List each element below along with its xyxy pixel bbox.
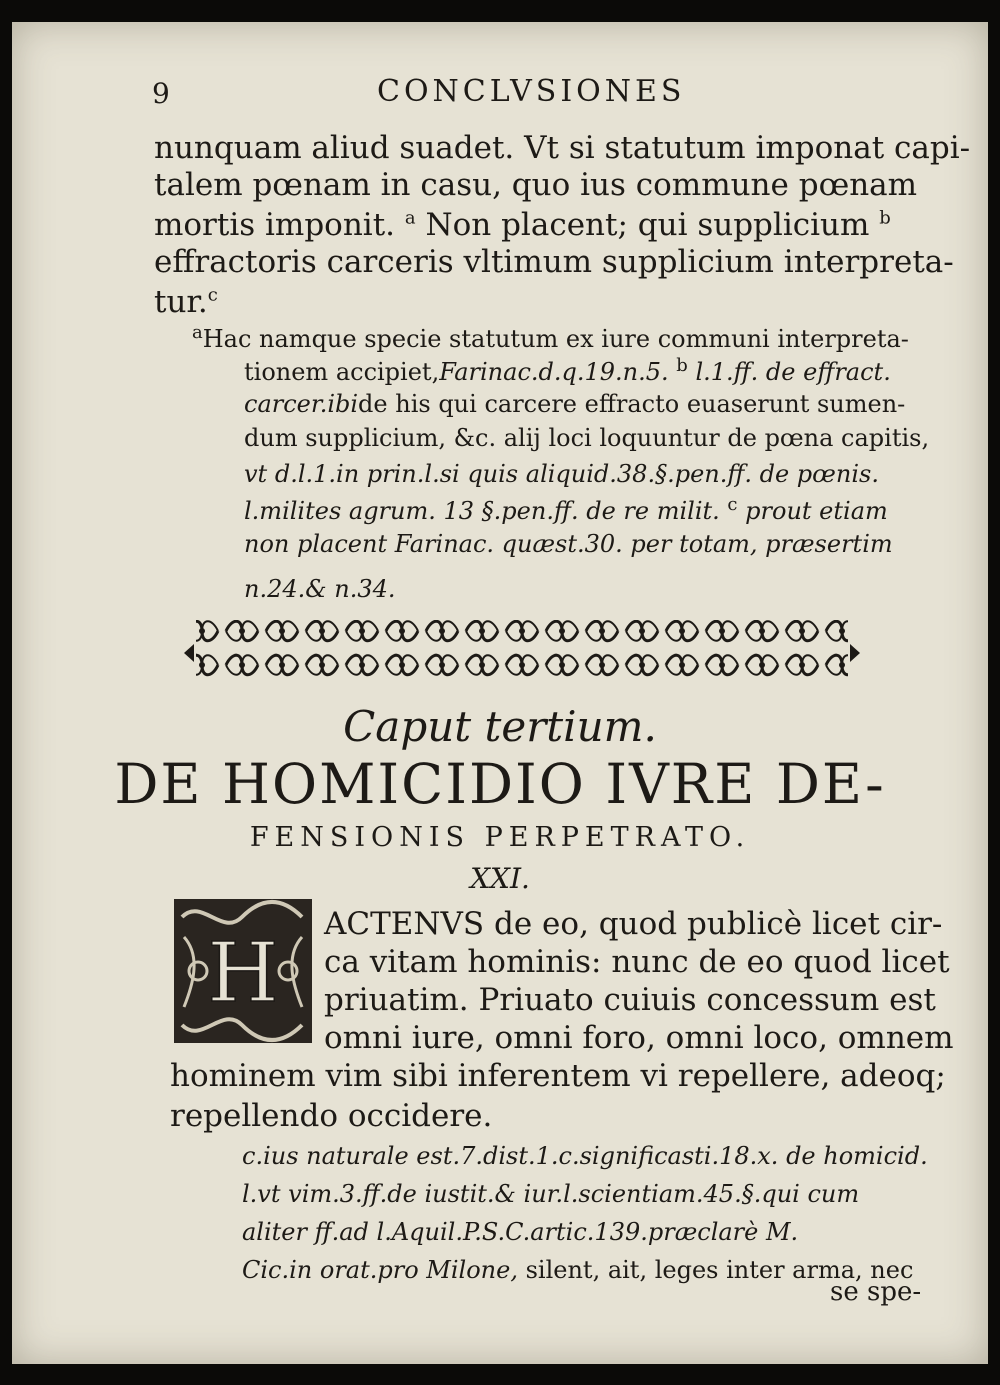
citation-line-4: [242, 1256, 913, 1284]
body-line-2: talem pœnam in casu, quo ius commune pœnam: [154, 167, 918, 203]
footnote-line-5: vt d.l.1.in prin.l.si quis aliquid.38.§.pen.ff. de pœnis.: [244, 460, 879, 488]
para-line-1: ACTENVS de eo, quod publicè licet cir-: [324, 906, 943, 942]
note-cite-1: Farinac.d.q.19.n.5.: [439, 358, 669, 386]
note-c-label: c: [727, 494, 738, 515]
ornament-icon: [182, 614, 862, 692]
note-a-label: a: [192, 322, 203, 343]
footnote-line-1: [192, 322, 909, 353]
citation-line-1: c.ius naturale est.7.dist.1.c.significasti.18.x. de homicid.: [242, 1142, 928, 1170]
citation-cite: Cic.in orat.pro Milone,: [242, 1256, 518, 1284]
note-text-3: de his qui carcere effracto euaserunt sumen-: [358, 390, 906, 418]
footnote-line-4: dum supplicium, &c. alij loci loquuntur de pœna capitis,: [244, 424, 930, 452]
drop-cap-letter: H: [207, 926, 279, 1021]
body-line-3-text: mortis imponit.: [154, 207, 396, 243]
note-text-1: Hac namque specie statutum ex iure communi interpreta-: [202, 325, 909, 353]
drop-cap-icon: [172, 897, 314, 1045]
running-head: CONCLVSIONES: [377, 74, 686, 109]
note-marker-b: b: [879, 207, 891, 229]
body-line-3: [154, 207, 891, 243]
para-line-3: priuatim. Priuato cuiuis concessum est: [324, 982, 936, 1018]
note-cite-5: prout etiam: [745, 497, 888, 525]
citation-line-2: l.vt vim.3.ff.de iustit.& iur.l.scientiam.45.§.qui cum: [242, 1180, 860, 1208]
body-line-4: effractoris carceris vltimum supplicium interpreta-: [154, 244, 954, 280]
page-number: 9: [152, 77, 170, 110]
footnote-line-3: [244, 390, 905, 418]
note-marker-a: a: [404, 207, 416, 229]
body-line-5: [154, 284, 218, 320]
footnote-line-2: [244, 355, 891, 386]
chapter-heading-1: DE HOMICIDIO IVRE DE-: [114, 752, 886, 816]
chapter-title: Caput tertium.: [343, 702, 657, 751]
footnote-line-6: [244, 494, 888, 525]
ornament-band: [182, 614, 862, 692]
para-line-5: hominem vim sibi inferentem vi repellere, adeoq;: [170, 1058, 946, 1094]
para-line-2: ca vitam hominis: nunc de eo quod licet: [324, 944, 950, 980]
citation-text: silent, ait, leges inter arma, nec: [525, 1256, 914, 1284]
note-cite-3: carcer.ibi: [244, 390, 359, 418]
para-line-4: omni iure, omni foro, omni loco, omnem: [324, 1020, 954, 1056]
body-line-3-rest: Non placent; qui supplicium: [425, 207, 870, 243]
body-line-1: nunquam aliud suadet. Vt si statutum imponat capi-: [154, 130, 971, 166]
note-cite-2: l.1.ff. de effract.: [695, 358, 891, 386]
book-page: [12, 22, 988, 1364]
note-text-2: tionem accipiet,: [244, 358, 440, 386]
body-line-5-text: tur.: [154, 284, 208, 320]
catchword: se spe-: [830, 1277, 922, 1307]
footnote-line-8: n.24.& n.34.: [244, 575, 396, 603]
note-b-label: b: [676, 355, 688, 376]
chapter-numeral: XXI.: [470, 862, 530, 895]
para-line-6: repellendo occidere.: [170, 1098, 493, 1134]
chapter-heading-2: FENSIONIS PERPETRATO.: [249, 822, 751, 853]
footnote-line-7: non placent Farinac. quæst.30. per totam, præsertim: [244, 530, 893, 558]
note-cite-4: l.milites agrum. 13 §.pen.ff. de re milit.: [244, 497, 720, 525]
note-marker-c: c: [207, 284, 218, 306]
drop-cap: [172, 897, 314, 1045]
citation-line-3: aliter ff.ad l.Aquil.P.S.C.artic.139.præclarè M.: [242, 1218, 799, 1246]
